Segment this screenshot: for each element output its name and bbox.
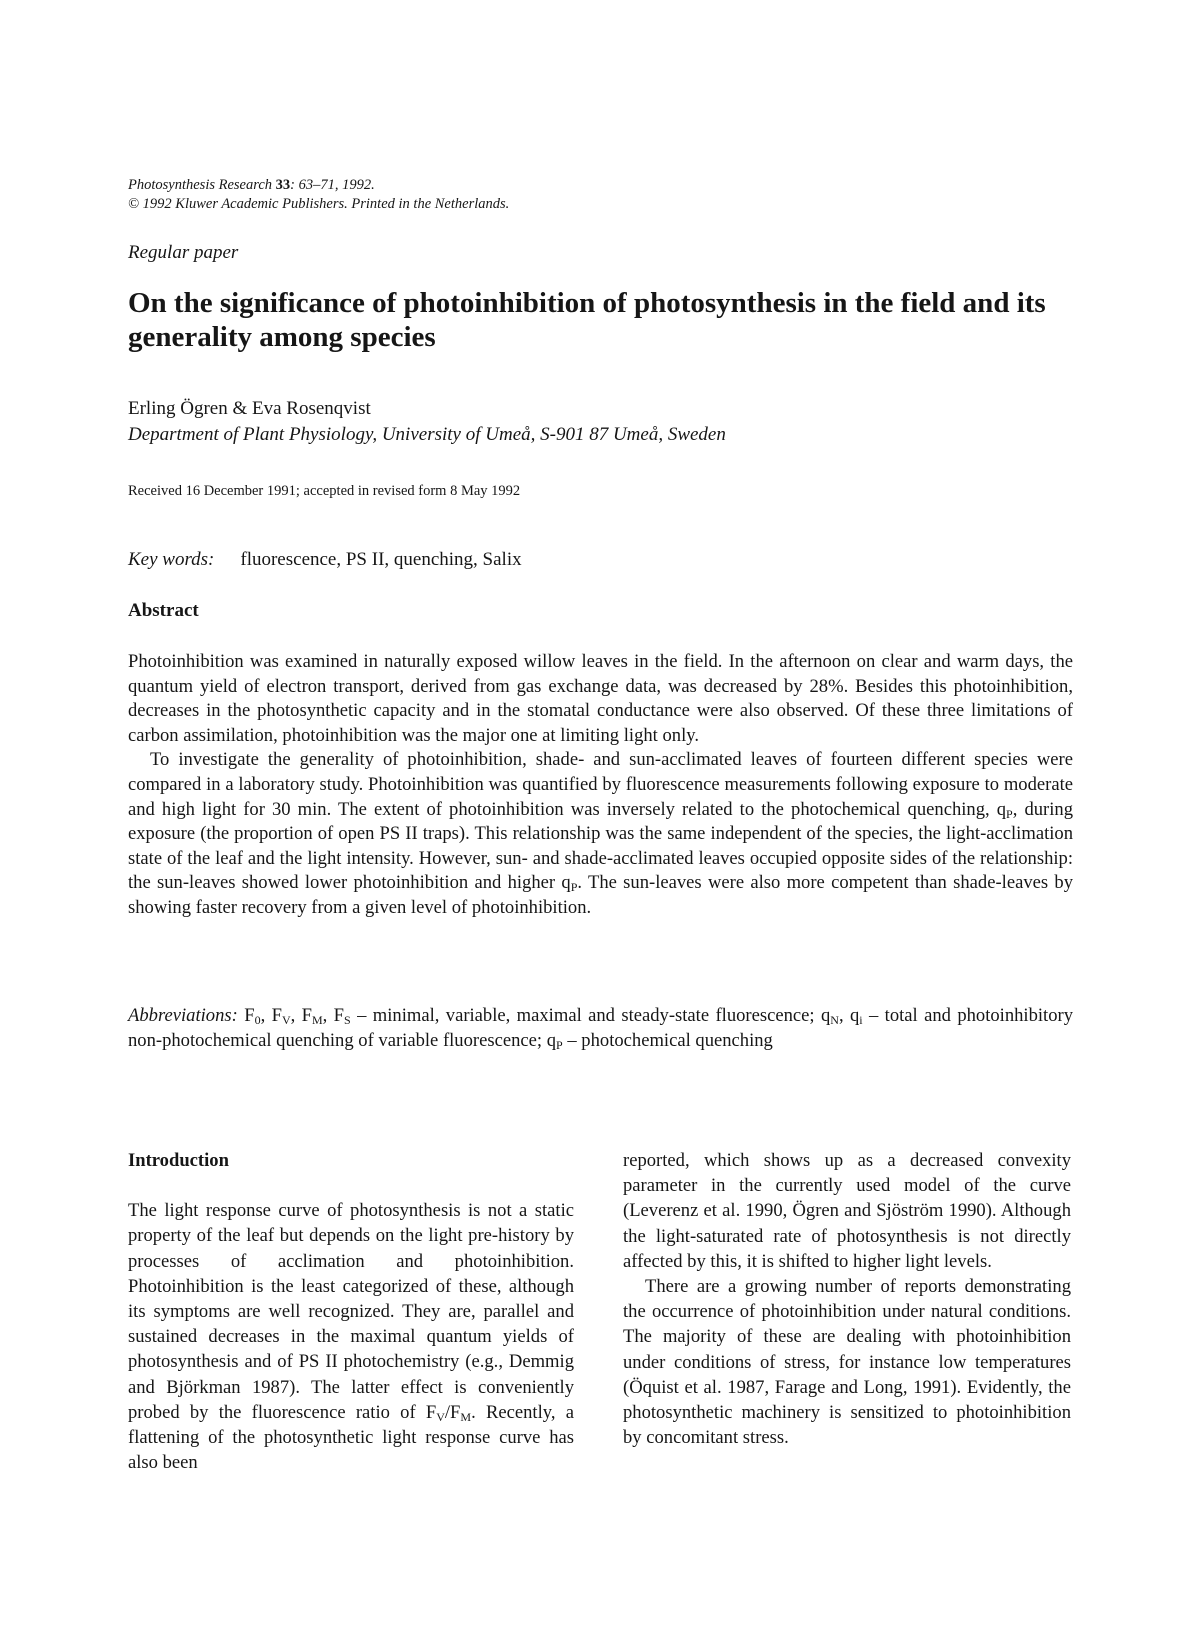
introduction-right-column	[623, 1148, 1071, 1450]
article-type: Regular paper	[128, 242, 239, 263]
abbreviations: Abbreviations: $F_0$, $F_V$, $F_M$, $F_S$ – minimal, variable, maximal and steady-state fluorescence; $q_N$, $q_i$ – total and photoinhibitory non-photochemical quenching of variable fluorescence; $q_P$ – photochemical quenching	[128, 1005, 1074, 1052]
introduction-heading: Introduction	[128, 1150, 229, 1171]
introduction-left-column	[128, 1148, 574, 1475]
keywords-label: Key words:	[128, 549, 215, 570]
journal-line	[128, 176, 509, 195]
keywords	[128, 549, 522, 571]
journal-pages: : 63–71, 1992.	[290, 177, 375, 193]
introduction-paragraph-1: The light response curve of photosynthesis is not a static property of the leaf but depends on the light pre-history by processes of acclimation and photoinhibition. Photoinhibition is the least categorized of these, although its symptoms are well recognized. They are, parallel and sustained decreases in the maximal quantum yields of photosynthesis and of PS II photochemistry (e.g., Demmig and Björkman 1987). The latter effect is conveniently probed by the fluorescence ratio of $F_V/F_M$. Recently, a flattening of the photosynthetic light response curve has also been	[128, 1200, 574, 1474]
keywords-values: fluorescence, PS II, quenching, Salix	[240, 549, 522, 570]
journal-name: Photosynthesis Research	[128, 177, 273, 193]
authors: Erling Ögren & Eva Rosenqvist	[128, 398, 371, 419]
abstract-paragraph-1: Photoinhibition was examined in naturally exposed willow leaves in the field. In the afternoon on clear and warm days, the quantum yield of electron transport, derived from gas exchange data, was decreased by 28%. Besides this photoinhibition, decreases in the photosynthetic capacity and in the stomatal conductance were also observed. Of these three limitations of carbon assimilation, photoinhibition was the major one at limiting light only.	[128, 651, 1073, 746]
journal-citation	[128, 176, 509, 214]
paper-title: On the significance of photoinhibition of photosynthesis in the field and its generality among species	[128, 287, 1046, 353]
introduction-paragraph-1-cont: reported, which shows up as a decreased convexity parameter in the currently used model of the curve (Leverenz et al. 1990, Ögren and Sjöström 1990). Although the light-saturated rate of photosynthesis is not directly affected by this, it is shifted to higher light levels.	[623, 1150, 1071, 1272]
introduction-paragraph-2: There are a growing number of reports demonstrating the occurrence of photoinhibition under natural conditions. The majority of these are dealing with photoinhibition under conditions of stress, for instance low temperatures (Öquist et al. 1987, Farage and Long, 1991). Evidently, the photosynthetic machinery is sensitized to photoinhibition by concomitant stress.	[623, 1276, 1071, 1449]
abstract-body	[128, 650, 1073, 921]
abstract-paragraph-2: To investigate the generality of photoinhibition, shade- and sun-acclimated leaves of fourteen different species were compared in a laboratory study. Photoinhibition was quantified by fluorescence measurements following exposure to moderate and high light for 30 min. The extent of photoinhibition was inversely related to the photochemical quenching, $q_P$, during exposure (the proportion of open PS II traps). This relationship was the same independent of the species, the light-acclimation state of the leaf and the light intensity. However, sun- and shade-acclimated leaves occupied opposite sides of the relationship: the sun-leaves showed lower photoinhibition and higher $q_P$. The sun-leaves were also more competent than shade-leaves by showing faster recovery from a given level of photoinhibition.	[128, 749, 1073, 918]
copyright-line: © 1992 Kluwer Academic Publishers. Printed in the Netherlands.	[128, 196, 510, 212]
received-dates: Received 16 December 1991; accepted in revised form 8 May 1992	[128, 483, 521, 499]
journal-volume: 33	[275, 177, 291, 193]
affiliation: Department of Plant Physiology, University of Umeå, S-901 87 Umeå, Sweden	[128, 424, 726, 445]
abstract-heading: Abstract	[128, 600, 199, 621]
abbreviations-label: Abbreviations:	[128, 1005, 238, 1026]
